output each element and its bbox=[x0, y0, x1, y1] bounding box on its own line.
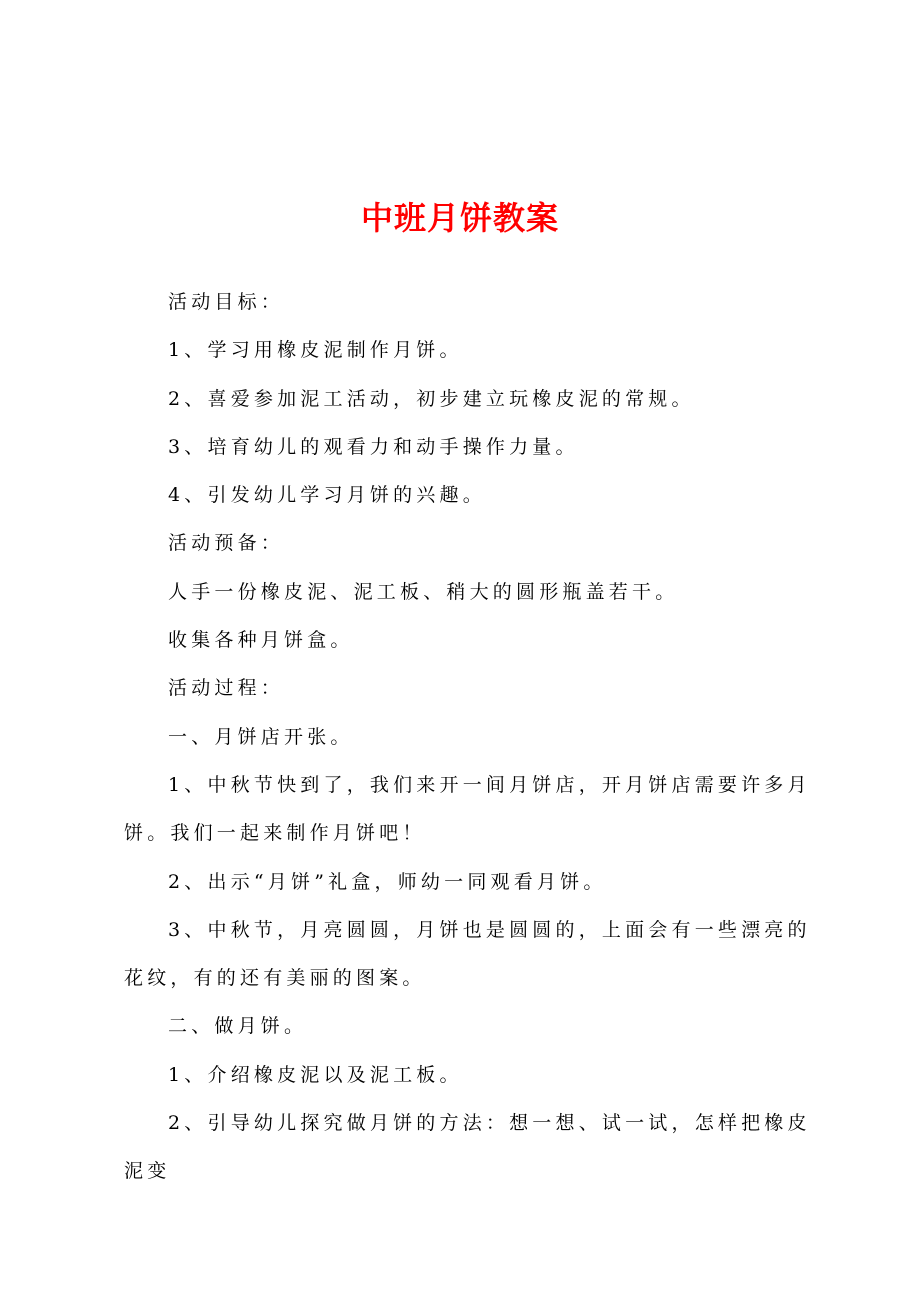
paragraph-section-1-step-1: 1、中秋节快到了，我们来开一间月饼店，开月饼店需要许多月饼。我们一起来制作月饼吧！ bbox=[124, 773, 811, 845]
paragraph-section-1-heading: 一、月饼店开张。 bbox=[168, 725, 354, 748]
paragraph-goal-2: 2、喜爱参加泥工活动，初步建立玩橡皮泥的常规。 bbox=[168, 387, 695, 410]
document-title: 中班月饼教案 bbox=[360, 199, 559, 237]
paragraph-section-2-heading: 二、做月饼。 bbox=[168, 1015, 308, 1038]
paragraph-preparation-1: 人手一份橡皮泥、泥工板、稍大的圆形瓶盖若干。 bbox=[168, 580, 679, 603]
paragraph-goals-heading: 活动目标： bbox=[168, 291, 285, 313]
paragraph-section-2-step-2: 2、引导幼儿探究做月饼的方法：想一想、试一试，怎样把橡皮泥变 bbox=[124, 1112, 811, 1183]
paragraph-section-1-step-3: 3、中秋节，月亮圆圆，月饼也是圆圆的，上面会有一些漂亮的花纹，有的还有美丽的图案。 bbox=[124, 918, 811, 990]
paragraph-section-2-step-1: 1、介绍橡皮泥以及泥工板。 bbox=[168, 1063, 463, 1086]
paragraph-preparation-2: 收集各种月饼盒。 bbox=[168, 629, 354, 652]
paragraph-section-1-step-2: 2、出示“月饼”礼盒，师幼一同观看月饼。 bbox=[168, 870, 607, 893]
paragraph-goal-4: 4、引发幼儿学习月饼的兴趣。 bbox=[168, 484, 486, 507]
paragraph-goal-1: 1、学习用橡皮泥制作月饼。 bbox=[168, 339, 463, 362]
paragraph-preparation-heading: 活动预备： bbox=[168, 532, 285, 555]
paragraph-process-heading: 活动过程： bbox=[168, 677, 285, 700]
paragraph-goal-3: 3、培育幼儿的观看力和动手操作力量。 bbox=[168, 435, 579, 458]
document-body bbox=[124, 278, 814, 1196]
